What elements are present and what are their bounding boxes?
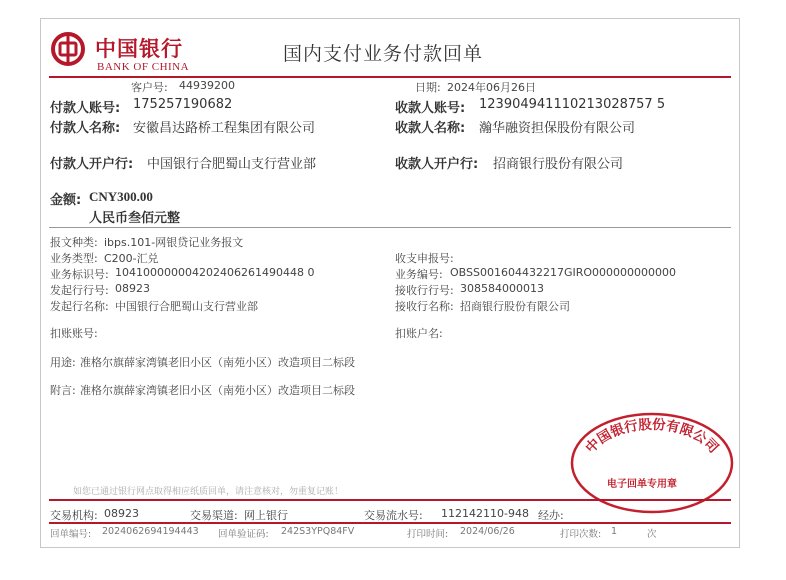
svg-text:中国银行股份有限公司: 中国银行股份有限公司 (582, 416, 722, 457)
header-divider (49, 76, 731, 78)
biz-type: C200-汇兑 (104, 252, 159, 265)
customer-no: 44939200 (179, 79, 235, 92)
print-count-unit: 次 (647, 529, 657, 540)
trade-channel-label: 交易渠道: (190, 509, 238, 522)
payee-bank-label: 收款人开户行: (395, 157, 479, 172)
debit-account-label: 扣账账号: (50, 327, 98, 340)
bank-name-en: BANK OF CHINA (97, 61, 190, 73)
payee-account-label: 收款人账号: (395, 101, 466, 116)
verify-code-label: 回单验证码: (218, 529, 269, 540)
payer-bank-label: 付款人开户行: (50, 157, 134, 172)
send-bank-name: 中国银行合肥蜀山支行营业部 (115, 300, 258, 313)
payer-name: 安徽昌达路桥工程集团有限公司 (133, 121, 316, 136)
biz-id: 104100000004202406261490448 0 (115, 266, 315, 279)
seal-bottom-text: 电子回单专用章 (607, 479, 677, 490)
verify-code: 242S3YPQ84FV (281, 526, 355, 537)
operator-label: 经办: (538, 509, 564, 522)
bank-name-cn: 中国银行 (95, 36, 183, 61)
amount-divider (49, 227, 731, 228)
payee-bank: 招商银行股份有限公司 (493, 157, 624, 172)
receipt-document (40, 18, 740, 548)
trade-channel: 网上银行 (244, 509, 288, 522)
trade-org-label: 交易机构: (50, 509, 98, 522)
notice-text: 如您已通过银行网点取得相应纸质回单，请注意核对，勿重复记账！ (73, 487, 344, 497)
biz-no: OBSS001604432217GIRO000000000000 (450, 266, 677, 279)
payer-bank: 中国银行合肥蜀山支行营业部 (147, 157, 317, 172)
remark: 准格尔旗薛家湾镇老旧小区（南苑小区）改造项目二标段 (80, 384, 355, 397)
recv-bank-name-label: 接收行名称: (395, 300, 454, 313)
send-bank-no: 08923 (115, 282, 150, 295)
income-report-label: 收支申报号: (395, 252, 454, 265)
print-count-label: 打印次数: (560, 529, 602, 540)
date-label: 日期: (415, 81, 441, 94)
amount-words: 人民币叁佰元整 (89, 211, 181, 226)
send-bank-no-label: 发起行行号: (50, 284, 109, 297)
payer-account: 175257190682 (133, 97, 233, 112)
trade-serial: 112142110-948 (441, 507, 529, 520)
amount-figure: CNY300.00 (89, 189, 153, 204)
print-time-label: 打印时间: (407, 529, 449, 540)
trade-org: 08923 (104, 507, 139, 520)
recv-bank-no: 308584000013 (460, 282, 544, 295)
print-time: 2024/06/26 (460, 526, 515, 537)
send-bank-name-label: 发起行名称: (50, 300, 109, 313)
payer-name-label: 付款人名称: (50, 121, 121, 136)
biz-id-label: 业务标识号: (50, 268, 109, 281)
page-title: 国内支付业务付款回单 (283, 43, 484, 65)
msg-type-label: 报文种类: (50, 236, 98, 249)
recv-bank-name: 招商银行股份有限公司 (460, 300, 570, 313)
biz-no-label: 业务编号: (395, 268, 443, 281)
customer-no-label: 客户号: (131, 81, 168, 94)
payee-name: 瀚华融资担保股份有限公司 (479, 121, 636, 136)
receipt-no: 2024062694194443 (102, 526, 199, 537)
amount-label: 金额: (50, 193, 82, 208)
bank-of-china-logo-icon (51, 32, 85, 66)
msg-type: ibps.101-网银贷记业务报文 (104, 236, 244, 249)
biz-type-label: 业务类型: (50, 252, 98, 265)
purpose: 准格尔旗薛家湾镇老旧小区（南苑小区）改造项目二标段 (80, 356, 355, 369)
receipt-no-label: 回单编号: (50, 529, 92, 540)
purpose-label: 用途: (50, 356, 76, 369)
date-value: 2024年06月26日 (447, 81, 536, 94)
footer-top-divider (49, 499, 731, 501)
print-count: 1 (611, 526, 618, 537)
recv-bank-no-label: 接收行行号: (395, 284, 454, 297)
footer-bottom-divider (49, 522, 731, 524)
trade-serial-label: 交易流水号: (364, 509, 423, 522)
payer-account-label: 付款人账号: (50, 101, 121, 116)
remark-label: 附言: (50, 384, 76, 397)
payee-account: 123904941110213028757 5 (479, 97, 666, 112)
debit-name-label: 扣账户名: (395, 327, 443, 340)
payee-name-label: 收款人名称: (395, 121, 466, 136)
